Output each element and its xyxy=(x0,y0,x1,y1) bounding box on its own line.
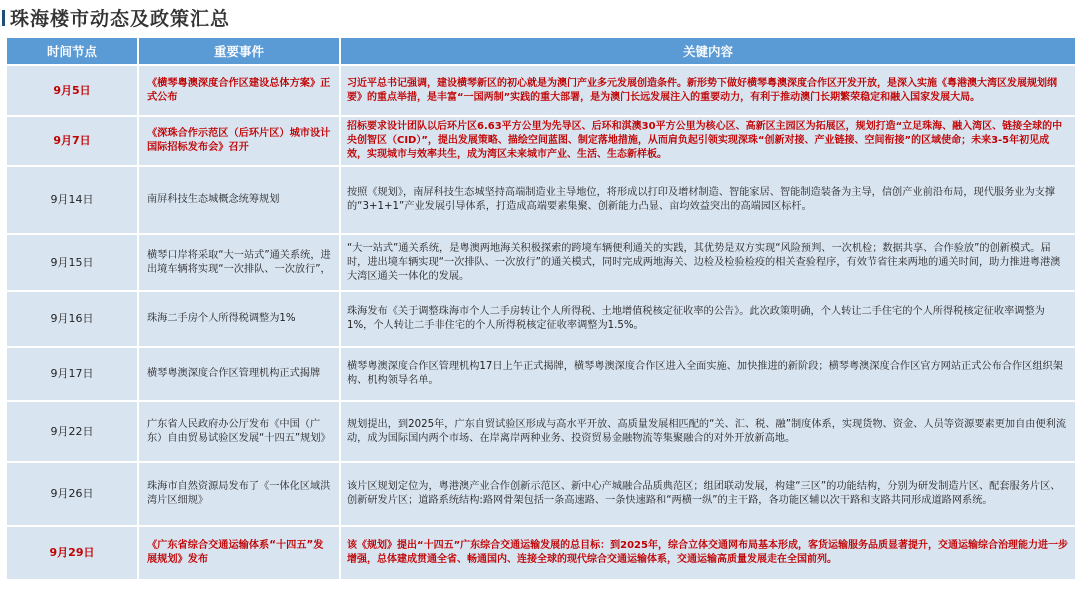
row-date: 9月26日 xyxy=(7,463,139,525)
row-content: 珠海发布《关于调整珠海市个人二手房转让个人所得税、土地增值税核定征收率的公告》。此次政策明确，个人转让二手住宅的个人所得税核定征收率调整为1%，个人转让二手非住宅的个人所得税核定征收率调整为1.5%。 xyxy=(341,292,1075,346)
header-content: 关键内容 xyxy=(341,38,1075,64)
row-event: 珠海市自然资源局发布了《一体化区域洪湾片区细规》 xyxy=(139,463,341,525)
row-content: 招标要求设计团队以后环片区6.63平方公里为先导区、后环和淇澳30平方公里为核心区、高新区主园区为拓展区，规划打造“立足珠海、融入湾区、链接全球的中央创智区（CID）”，提出发展策略、描绘空间蓝图、制定落地措施，从而肩负起引领实现深珠“创新对接、产业链接、空间衔接”的区域使命；未来3-5年初见成效，实现城市与效率共生，成为湾区未来城市产业、生活、生态新样板。 xyxy=(341,117,1075,165)
page-title: 珠海楼市动态及政策汇总 xyxy=(10,8,231,30)
row-date: 9月14日 xyxy=(7,167,139,233)
row-date: 9月5日 xyxy=(7,66,139,115)
policy-table-wrapper xyxy=(7,36,1075,581)
row-event: 《深珠合作示范区（后环片区）城市设计国际招标发布会》召开 xyxy=(139,117,341,165)
table-row xyxy=(7,66,1075,115)
table-row xyxy=(7,292,1075,346)
title-accent-bar xyxy=(2,10,5,26)
table-row xyxy=(7,235,1075,290)
table-row xyxy=(7,167,1075,233)
row-content: 规划提出，到2025年，广东自贸试验区形成与高水平开放、高质量发展相匹配的“关、汇、税、融”制度体系，实现货物、资金、人员等资源要素更加自由便利流动，成为国际国内两个市场、在岸离岸两种业务、投资贸易金融物流等集聚融合的对外开放新高地。 xyxy=(341,402,1075,461)
row-date: 9月17日 xyxy=(7,348,139,400)
title-bar xyxy=(0,0,1080,34)
row-event: 横琴粤澳深度合作区管理机构正式揭牌 xyxy=(139,348,341,400)
row-date: 9月16日 xyxy=(7,292,139,346)
row-content: 该《规划》提出“十四五”广东综合交通运输发展的总目标：到2025年，综合立体交通网布局基本形成，客货运输服务品质显著提升，交通运输综合治理能力进一步增强，总体建成贯通全省、畅通国内、连接全球的现代综合交通运输体系，交通运输高质量发展走在全国前列。 xyxy=(341,527,1075,579)
row-content: “大一站式”通关系统，是粤澳两地海关积极探索的跨境车辆便利通关的实践，其优势是双方实现“风险预判、一次机检；数据共享、合作验放”的创新模式。届时，进出境车辆实现“一次排队、一次放行”的通关模式，同时完成两地海关、边检及检验检疫的相关查验程序，有效节省往来两地的通关时间，助力推进粤港澳大湾区通关一体化的发展。 xyxy=(341,235,1075,290)
row-date: 9月15日 xyxy=(7,235,139,290)
row-date: 9月7日 xyxy=(7,117,139,165)
row-content: 横琴粤澳深度合作区管理机构17日上午正式揭牌，横琴粤澳深度合作区进入全面实施、加快推进的新阶段；横琴粤澳深度合作区官方网站正式公布合作区组织架构、机构领导名单。 xyxy=(341,348,1075,400)
table-row xyxy=(7,527,1075,579)
row-event: 《横琴粤澳深度合作区建设总体方案》正式公布 xyxy=(139,66,341,115)
row-date: 9月29日 xyxy=(7,527,139,579)
table-row xyxy=(7,463,1075,525)
policy-table xyxy=(7,36,1075,581)
row-event: 横琴口岸将采取“大一站式”通关系统，进出境车辆将实现“一次排队、一次放行”， xyxy=(139,235,341,290)
table-row xyxy=(7,117,1075,165)
table-row xyxy=(7,348,1075,400)
header-date: 时间节点 xyxy=(7,38,139,64)
row-event: 广东省人民政府办公厅发布《中国（广东）自由贸易试验区发展“十四五”规划》 xyxy=(139,402,341,461)
table-header-row xyxy=(7,38,1075,64)
table-row xyxy=(7,402,1075,461)
row-content: 习近平总书记强调，建设横琴新区的初心就是为澳门产业多元发展创造条件。新形势下做好横琴粤澳深度合作区开发开放，是深入实施《粤港澳大湾区发展规划纲要》的重点举措，是丰富“一国两制”实践的重大部署，是为澳门长远发展注入的重要动力，有利于推动澳门长期繁荣稳定和融入国家发展大局。 xyxy=(341,66,1075,115)
row-event: 《广东省综合交通运输体系“十四五”发展规划》发布 xyxy=(139,527,341,579)
row-event: 珠海二手房个人所得税调整为1% xyxy=(139,292,341,346)
row-content: 该片区规划定位为，粤港澳产业合作创新示范区、新中心产城融合品质典范区；组团联动发展，构建“三区”的功能结构，分别为研发制造片区、配套服务片区、创新研发片区；道路系统结构:路网骨架包括一条高速路、一条快速路和“两横一纵”的主干路，各功能区辅以次干路和支路共同形成道路网系统。 xyxy=(341,463,1075,525)
row-event: 南屏科技生态城概念统筹规划 xyxy=(139,167,341,233)
header-event: 重要事件 xyxy=(139,38,341,64)
row-content: 按照《规划》，南屏科技生态城坚持高端制造业主导地位，将形成以打印及增材制造、智能家居、智能制造装备为主导，信创产业前沿布局，现代服务业为支撑的“3+1+1”产业发展引导体系，打造成高端要素集聚、创新能力凸显、亩均效益突出的高端园区标杆。 xyxy=(341,167,1075,233)
row-date: 9月22日 xyxy=(7,402,139,461)
